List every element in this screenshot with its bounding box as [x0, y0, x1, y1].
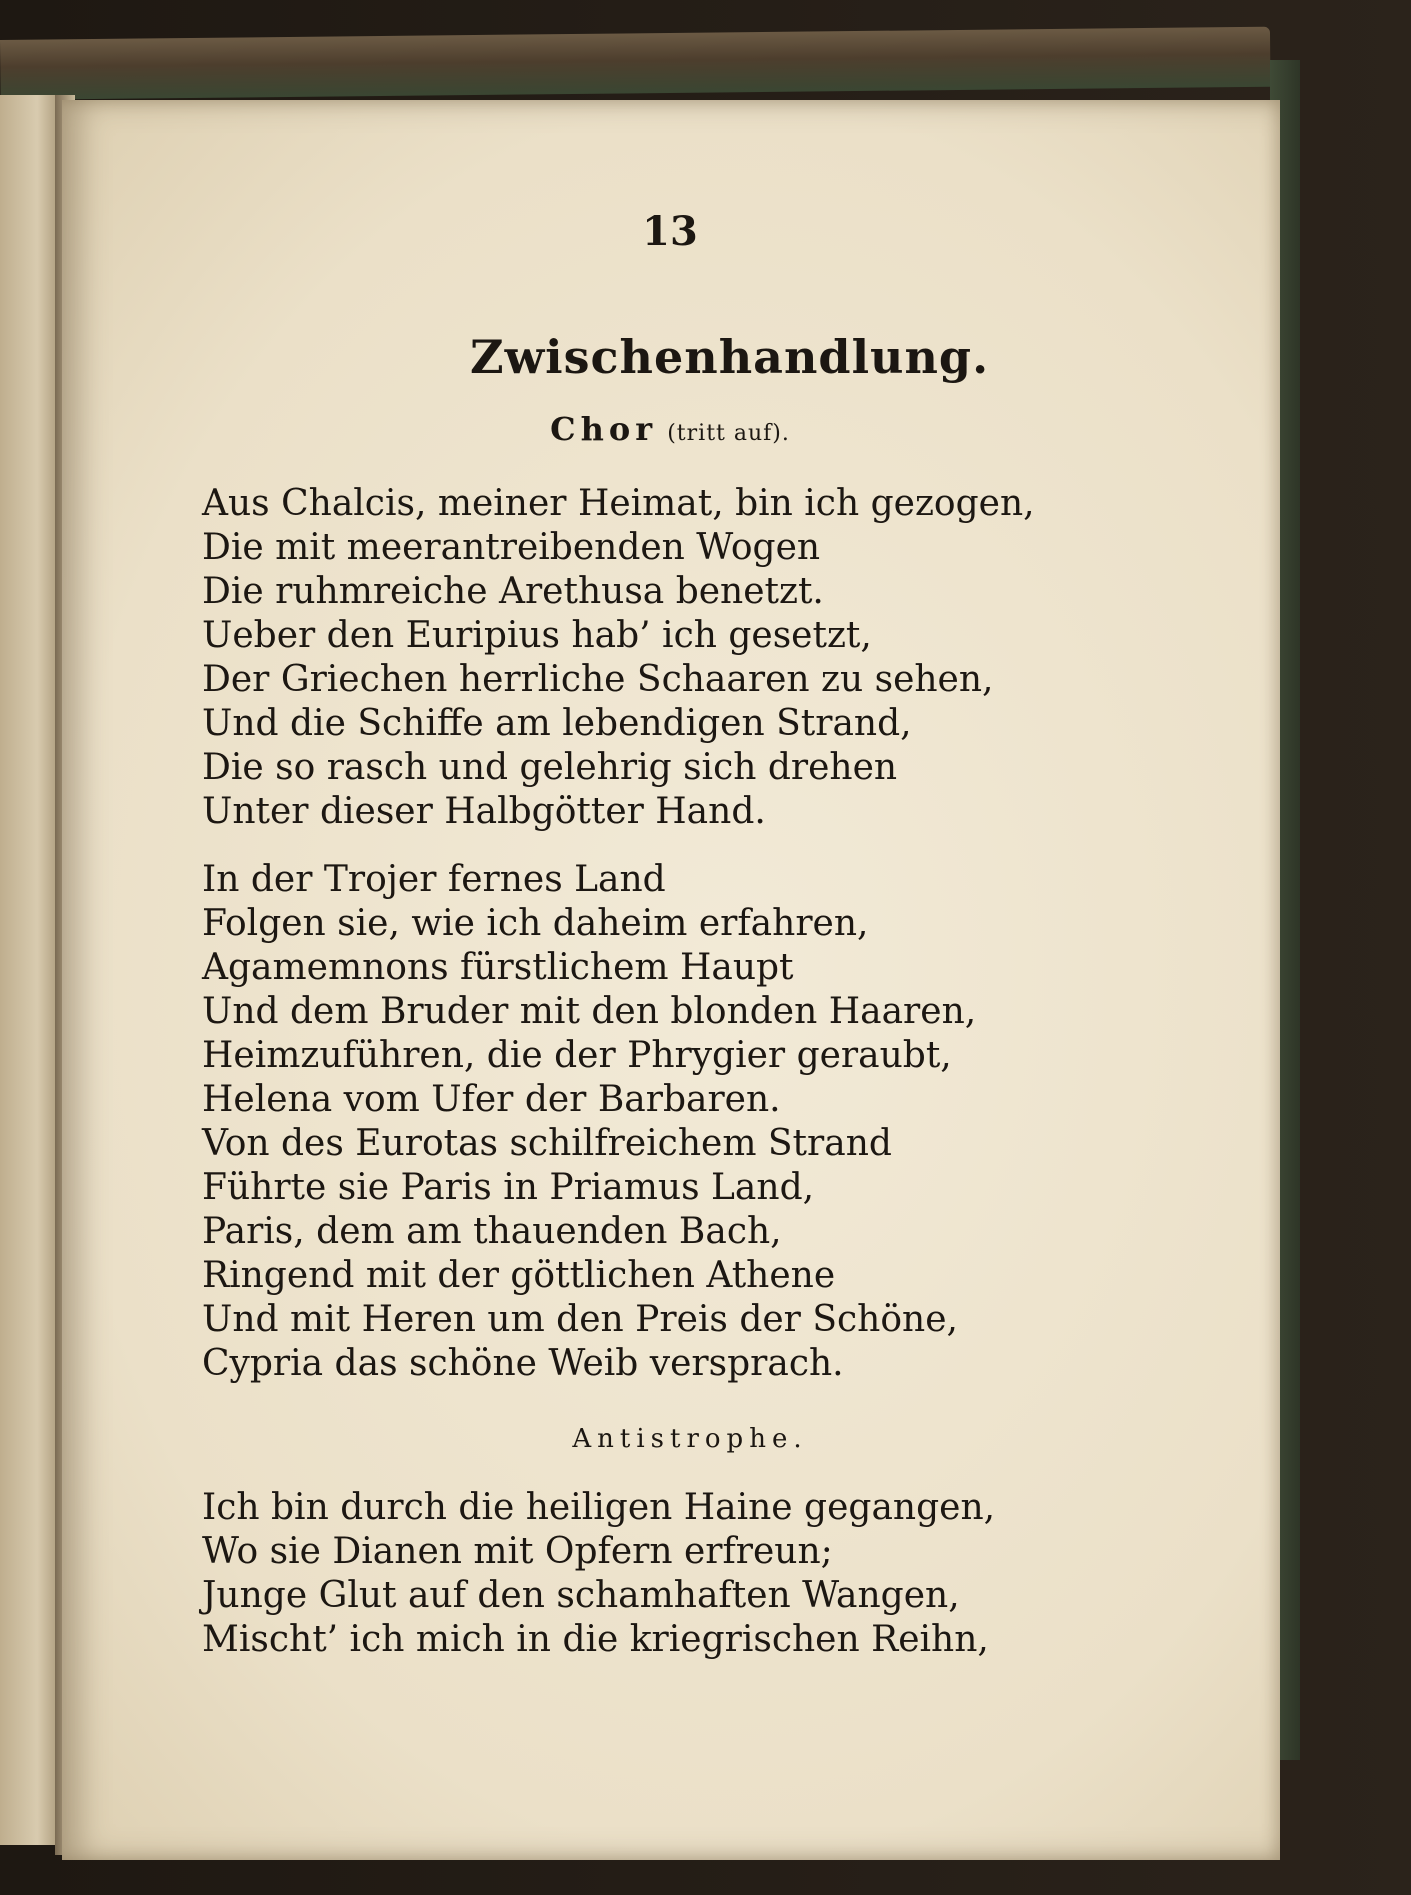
verse-line: Der Griechen herrliche Schaaren zu sehen, — [202, 659, 994, 700]
stanza-2 — [202, 858, 977, 1386]
verse-line: Folgen sie, wie ich daheim erfahren, — [202, 903, 869, 944]
verse-line: Von des Eurotas schilfreichem Strand — [202, 1123, 892, 1164]
verse-line: Cypria das schöne Weib versprach. — [202, 1343, 844, 1384]
verse-line: Führte sie Paris in Priamus Land, — [202, 1167, 815, 1208]
verse-line: Und dem Bruder mit den blonden Haaren, — [202, 991, 977, 1032]
page-number: 13 — [642, 208, 698, 255]
speaker-name: Chor — [550, 410, 658, 448]
stage-direction: (tritt auf). — [667, 421, 790, 446]
verse-line: Wo sie Dianen mit Opfern erfreun; — [202, 1531, 833, 1572]
verse-line: Helena vom Ufer der Barbaren. — [202, 1079, 781, 1120]
verse-line: Und die Schiffe am lebendigen Strand, — [202, 703, 912, 744]
verse-line: Agamemnons fürstlichem Haupt — [202, 947, 794, 988]
verse-line: Junge Glut auf den schamhaften Wangen, — [202, 1575, 960, 1616]
verse-line: Aus Chalcis, meiner Heimat, bin ich gezogen, — [202, 483, 1035, 524]
verse-line: In der Trojer fernes Land — [202, 859, 666, 900]
verse-line: Ueber den Euripius hab’ ich gesetzt, — [202, 615, 872, 656]
verse-line: Und mit Heren um den Preis der Schöne, — [202, 1299, 958, 1340]
verse-line: Ich bin durch die heiligen Haine gegangen, — [202, 1487, 996, 1528]
page-title: Zwischenhandlung. — [470, 330, 990, 384]
verse-line: Die mit meerantreibenden Wogen — [202, 527, 821, 568]
stanza-3 — [202, 1486, 996, 1662]
verse-line: Ringend mit der göttlichen Athene — [202, 1255, 836, 1296]
speaker-line — [500, 410, 840, 448]
verse-line: Die so rasch und gelehrig sich drehen — [202, 747, 898, 788]
stanza-1 — [202, 482, 1035, 834]
verse-line: Unter dieser Halbgötter Hand. — [202, 791, 766, 832]
verse-line: Die ruhmreiche Arethusa benetzt. — [202, 571, 824, 612]
verse-line: Paris, dem am thauenden Bach, — [202, 1211, 782, 1252]
verse-line: Mischt’ ich mich in die kriegrischen Reihn, — [202, 1619, 989, 1660]
antistrophe-heading: Antistrophe. — [572, 1424, 808, 1454]
verse-line: Heimzuführen, die der Phrygier geraubt, — [202, 1035, 952, 1076]
